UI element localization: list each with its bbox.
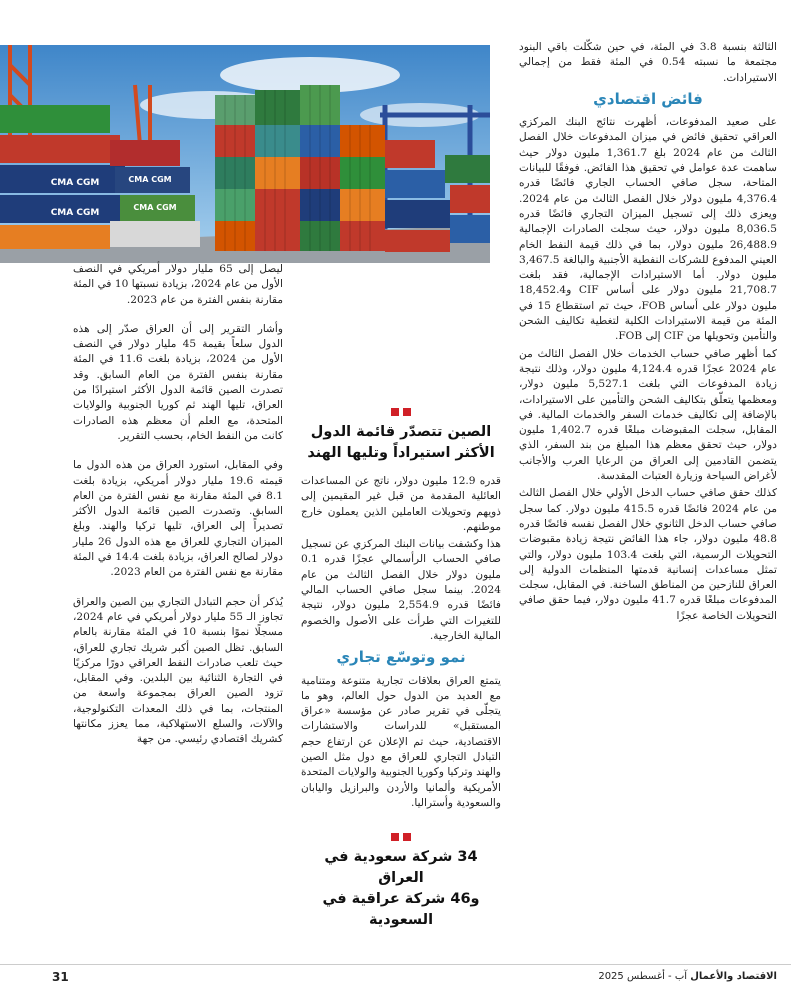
red-square-icon: [391, 833, 399, 841]
right-paragraph: على صعيد المدفوعات، أظهرت نتائج البنك المركزي العراقي تحقيق فائض في ميزان المدفوعات خلال الفصل الثالث من عام 2024 بلغ 1,361.7 مليون دولار حيث ساهمت عدة عوامل في تحقيق هذا الفائض. فوفقًا للبيانات المتاحة، سجل صافي الحساب الجاري فائضًا قدره 4,376.4 مليون دولار خلال الفصل الثالث من عام 2024. ويعزى ذلك إلى تسجيل الميزان التجاري فائضًا قدره 8,036.5 مليون دولار، حيث سجلت الصادرات الإجمالية 26,488.9 مليون دولار، بما في ذلك قيمة النفط الخام العيني المدفوع للشركات النفطية الأجنبية والبالغة 3,467.5 مليون دولار. أما الاستيرادات الإجمالية، فقد بلغت 21,708.7 مليون دولار على أساس CIF و18,452.4 مليون دولار على أساس FOB، حيث تم استقطاع 15 في المئة من قيمة الاستيرادات الكلية لتغطية تكاليف الشحن والتأمين وتحويلها من CIF إلى FOB.: [519, 116, 778, 343]
left-paragraph: وأشار التقرير إلى أن العراق صدّر إلى هذه الدول سلعاً بقيمة 45 مليار دولار في النصف الأول من 2024، بزيادة بلغت 11.6 في المئة مقارنة بنفس الفترة من العام السابق. وقد تصدرت الصين قائمة الدول الأكثر استيرادًا من العراق، تليها الهند ثم كوريا الجنوبية والولايات المتحدة، مع العلم أن معظم هذه الصادرات كانت من النفط الخام، بحسب التقرير.: [73, 322, 283, 442]
container-label: CMA CGM: [128, 175, 172, 184]
middle-column: [301, 408, 501, 931]
red-square-icon: [403, 833, 411, 841]
headline-marker: [301, 408, 501, 416]
middle-paragraph: قدره 12.9 مليون دولار، ناتج عن المساعدات العائلية المقدمة من قبل غير المقيمين إلى ذويهم وتحويلات العاملين الذين يعملون خارج موطنهم.: [301, 475, 501, 533]
headline-line: و46 شركة عراقية في السعودية: [322, 891, 480, 929]
issue-month: آب - أغسطس: [626, 971, 688, 982]
headline-line: 34 شركة سعودية في العراق: [324, 849, 478, 887]
middle-paragraph: هذا وكشفت بيانات البنك المركزي عن تسجيل صافي الحساب الرأسمالي عجزًا قدره 0.1 مليون دولار خلال الفصل الثالث من عام 2024. بينما سجل صافي الحساب المالي فائضًا قدره 2,554.9 مليون دولار، نتيجة للتغيرات التي طرأت على الأصول والخصوم المالية الخارجية.: [301, 538, 501, 642]
footer-magazine: [598, 971, 777, 982]
headline-marker: [301, 833, 501, 841]
red-square-icon: [391, 408, 399, 416]
containers-photo: [0, 45, 490, 263]
left-paragraph: وفي المقابل، استورد العراق من هذه الدول ما قيمته 19.6 مليار دولار أمريكي، بزيادة بلغت 8.1 في المئة مقارنة مع نفس الفترة من العام السابق. وتصدرت الصين قائمة الدول الأكثر تصديراً إلى العراق، تليها تركيا والهند. وبلغ الميزان التجاري للعراق مع هذه الدول 26 مليار دولار لصالح العراق، بزيادة بلغت 14.4 في المئة مقارنة مع نفس الفترة من العام 2023.: [73, 459, 283, 579]
right-intro: الثالثة بنسبة 3.8 في المئة، في حين شكّلت باقي البنود مجتمعة ما نسبته 0.54 في المئة فقط من إجمالي الاستيرادات.: [519, 41, 777, 84]
container-label: CMA CGM: [133, 203, 177, 212]
section-heading-trade-growth: نمو وتوسّع تجاري: [336, 648, 466, 667]
right-column: [519, 40, 777, 626]
headline-line: الصين تتصدّر قائمة الدول: [310, 424, 492, 440]
right-paragraph: كذلك حقق صافي حساب الدخل الأولي خلال الفصل الثالث من عام 2024 فائضًا قدره 415.5 مليون دولار. كما سجل صافي حساب الدخل الثانوي خلال الفصل نفسه فائضًا قدره 48.8 مليون دولار، جاء هذا الفائض نتيجة زيادة مقبوضات التحويلات الرسمية، التي بلغت 103.4 مليون دولار، والتي تمثل مساعدات إنسانية قدمتها المنظمات الدولية إلى العراق للنازحين من المناطق الساخنة. في المقابل، سجلت المدفوعات مبلغًا قدره 41.7 مليون دولار، فيما حقق صافي التحويلات الخاصة عجزًا: [519, 487, 777, 622]
left-column: [73, 262, 283, 750]
left-paragraph: ليصل إلى 65 مليار دولار أمريكي في النصف الأول من عام 2024، بزيادة نسبتها 10 في المئة مقارنة بنفس الفترة من عام 2023.: [73, 263, 283, 306]
issue-year: 2025: [598, 971, 624, 982]
middle-paragraph: يتمتع العراق بعلاقات تجارية متنوعة ومتنامية مع العديد من الدول حول العالم، وهو ما يتجلّى في تقرير صادر عن مؤسسة «عراق المستقبل» للدراسات والاستشارات الاقتصادية، حيث تم الإعلان عن ارتفاع حجم التبادل التجاري للعراق مع دول مثل الصين والهند وتركيا وكوريا الجنوبية والولايات المتحدة الأمريكية وألمانيا والأردن والبرازيل واليابان والسعودية وأستراليا.: [301, 674, 501, 809]
headline-line: الأكثر استيراداً وتليها الهند: [307, 445, 495, 461]
container-label: CMA CGM: [50, 178, 100, 188]
magazine-name: الاقتصاد والأعمال: [690, 971, 777, 982]
headline-china-tops: [301, 422, 501, 464]
right-paragraph: كما أظهر صافي حساب الخدمات خلال الفصل الثالث من عام 2024 عجزًا قدره 4,124.4 مليون دولار، وذلك نتيجة زيادة المدفوعات التي بلغت 5,527.1 مليون دولار، ومعظمها يتعلّق بتكاليف الشحن والتأمين على الاستيرادات، بالإضافة إلى تكاليف خدمات السفر والخدمات المالية. في المقابل، سجلت المقبوضات مبلغًا قدره 1,402.7 مليون دولار، حيث تحقق معظم هذا المبلغ من بند السفر، الذي يتضمن القادمين إلى العراق من الرعايا العرب والأجانب لأغراض السياحة وزيارة العتبات المقدسة.: [519, 347, 777, 483]
container-label: CMA CGM: [50, 208, 100, 218]
red-square-icon: [403, 408, 411, 416]
headline-saudi-companies: [301, 847, 501, 931]
section-heading-economic-surplus: فائض اقتصادي: [593, 89, 703, 108]
page-footer: [0, 964, 791, 987]
page-number: 31: [52, 970, 69, 984]
left-paragraph: يُذكر أن حجم التبادل التجاري بين الصين والعراق تجاوز الـ 55 مليار دولار أمريكي في عام 2024، مسجلًا نموًا بنسبة 10 في المئة مقارنة بالعام السابق. تظل الصين أكبر شريك تجاري للعراق، حيث تلعب صادرات النفط العراقي دورًا مركزيًا في التجارة الثنائية بين البلدين. وفي المقابل، تزود الصين العراق بمجموعة واسعة من المنتجات، بما في ذلك المعدات التكنولوجية، والآلات، والسلع الاستهلاكية، مما يعزز مكانتها كشريك اقتصادي رئيسي. من جهة: [73, 595, 283, 746]
